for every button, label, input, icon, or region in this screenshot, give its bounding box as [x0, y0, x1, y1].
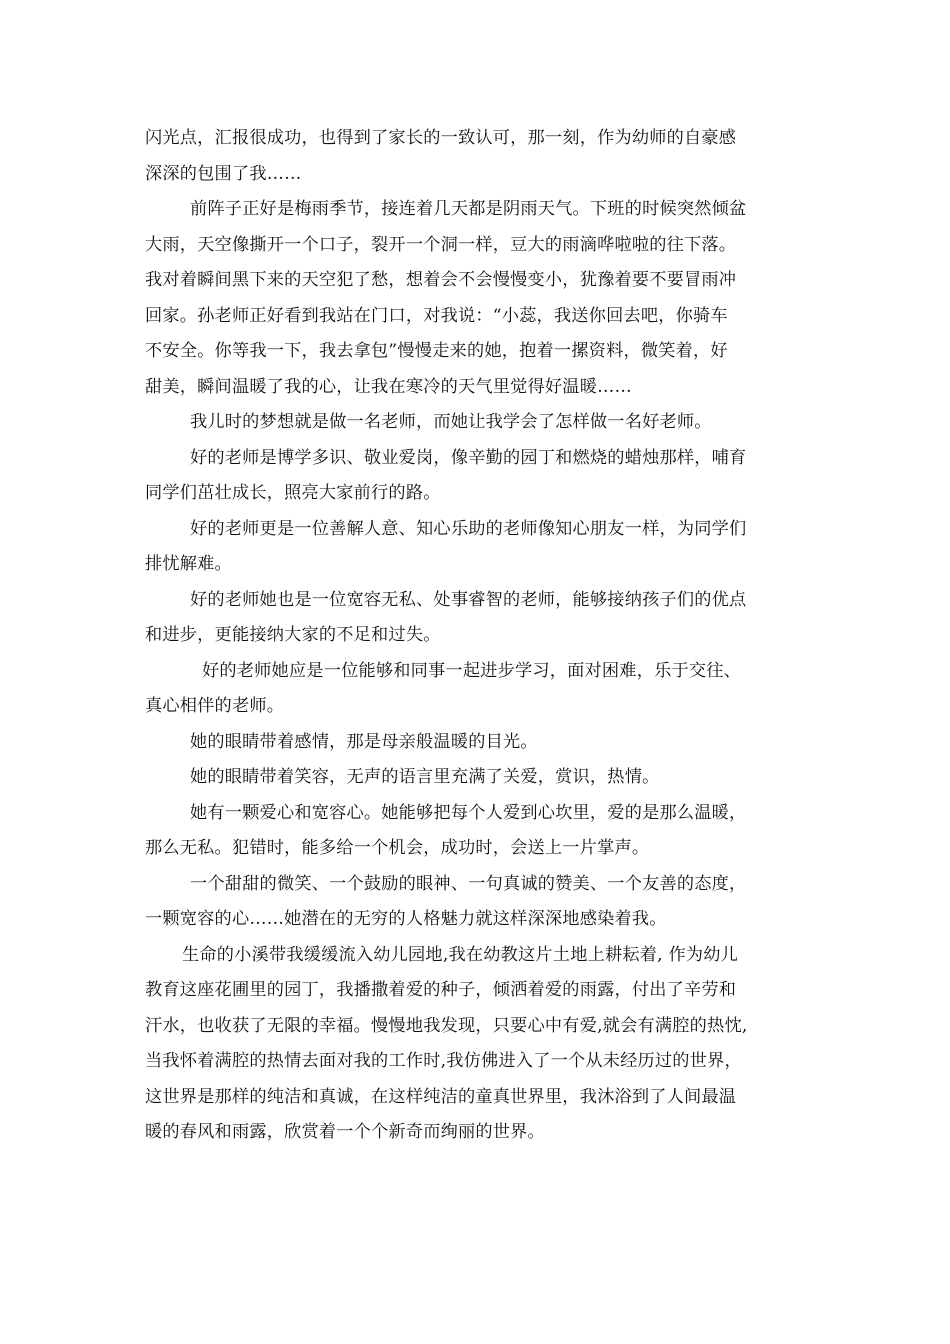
- text-line: 甜美，瞬间温暖了我的心，让我在寒冷的天气里觉得好温暖……: [145, 376, 632, 397]
- body-text: [145, 121, 820, 1151]
- text-line: 前阵子正好是梅雨季节，接连着几天都是阴雨天气。下班的时候突然倾盆: [190, 199, 747, 219]
- paragraph-3: [145, 405, 820, 441]
- text-line: 和进步，更能接纳大家的不足和过失。: [145, 625, 441, 645]
- text-line: 好的老师更是一位善解人意、知心乐助的老师像知心朋友一样，为同学们: [190, 518, 747, 539]
- text-line: 大雨，天空像撕开一个口子，裂开一个洞一样，豆大的雨滴哗啦啦的往下落。: [145, 234, 737, 255]
- text-line: 那么无私。犯错时，能多给一个机会，成功时，会送上一片掌声。: [145, 838, 650, 858]
- text-line: 她有一颗爱心和宽容心。她能够把每个人爱到心坎里，爱的是那么温暖，: [190, 802, 747, 823]
- paragraph-4: [145, 441, 820, 512]
- text-line: 不安全。你等我一下，我去拿包”慢慢走来的她，抱着一摞资料，微笑着，好: [145, 341, 728, 361]
- text-line: 真心相伴的老师。: [145, 696, 285, 716]
- text-line: 闪光点，汇报很成功，也得到了家长的一致认可，那一刻，作为幼师的自豪感: [145, 128, 737, 148]
- text-line: 汗水，也收获了无限的幸福。慢慢地我发现，只要心中有爱,就会有满腔的热忱,: [145, 1015, 748, 1036]
- text-line: 好的老师她应是一位能够和同事一起进步学习，面对困难，乐于交往、: [202, 660, 742, 681]
- paragraph-8: [145, 725, 820, 761]
- paragraph-2: [145, 192, 820, 405]
- text-line: 好的老师她也是一位宽容无私、处事睿智的老师，能够接纳孩子们的优点: [190, 589, 747, 610]
- text-line: 我对着瞬间黑下来的天空犯了愁，想着会不会慢慢变小，犹豫着要不要冒雨冲: [145, 270, 737, 290]
- paragraph-9: [145, 760, 820, 796]
- paragraph-11: [145, 867, 820, 938]
- text-line: 我儿时的梦想就是做一名老师，而她让我学会了怎样做一名好老师。: [190, 412, 712, 432]
- text-line: 当我怀着满腔的热情去面对我的工作时,我仿佛进入了一个从未经历过的世界，: [145, 1051, 742, 1071]
- text-line: 这世界是那样的纯洁和真诚，在这样纯洁的童真世界里，我沐浴到了人间最温: [145, 1086, 737, 1107]
- paragraph-10: [145, 796, 820, 867]
- text-line: 生命的小溪带我缓缓流入幼儿园地,我在幼教这片土地上耕耘着, 作为幼儿: [182, 944, 739, 965]
- paragraph-6: [145, 583, 820, 654]
- paragraph-7: [145, 654, 820, 725]
- text-line: 暖的春风和雨露，欣赏着一个个新奇而绚丽的世界。: [145, 1122, 545, 1142]
- paragraph-1: [145, 121, 820, 192]
- text-line: 深深的包围了我……: [145, 163, 302, 184]
- text-line: 她的眼睛带着笑容，无声的语言里充满了关爱，赏识，热情。: [190, 767, 660, 787]
- text-line: 好的老师是博学多识、敬业爱岗，像辛勤的园丁和燃烧的蜡烛那样，哺育: [190, 447, 747, 468]
- text-line: 一个甜甜的微笑、一个鼓励的眼神、一句真诚的赞美、一个友善的态度，: [190, 873, 747, 894]
- text-line: 她的眼睛带着感情，那是母亲般温暖的目光。: [190, 731, 538, 752]
- text-line: 同学们茁壮成长，照亮大家前行的路。: [145, 483, 441, 503]
- paragraph-5: [145, 512, 820, 583]
- text-line: 一颗宽容的心……她潜在的无穷的人格魅力就这样深深地感染着我。: [145, 909, 667, 929]
- text-line: 排忧解难。: [145, 554, 232, 574]
- text-line: 教育这座花圃里的园丁，我播撒着爱的种子，倾洒着爱的雨露，付出了辛劳和: [145, 980, 737, 1000]
- paragraph-12: [145, 938, 820, 1151]
- text-line: 回家。孙老师正好看到我站在门口，对我说：“小蕊，我送你回去吧，你骑车: [145, 305, 728, 326]
